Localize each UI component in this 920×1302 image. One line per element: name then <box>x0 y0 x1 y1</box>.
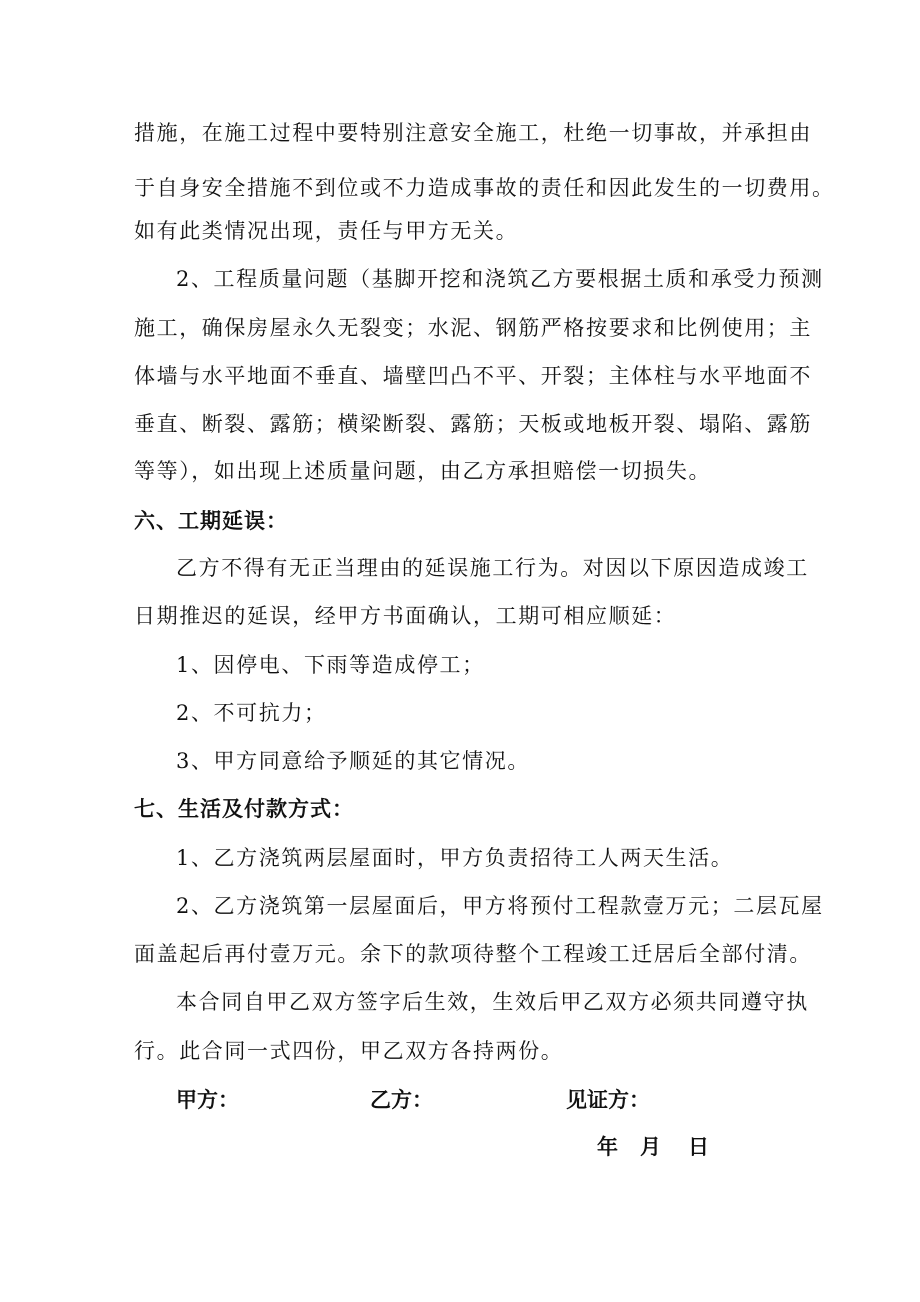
paragraph-line: 乙方不得有无正当理由的延误施工行为。对因以下原因造成竣工 <box>176 556 809 580</box>
list-item: 2、乙方浇筑第一层屋面后，甲方将预付工程款壹万元；二层瓦屋 <box>176 894 824 918</box>
paragraph-line: 措施，在施工过程中要特别注意安全施工，杜绝一切事故，并承担由 <box>134 121 812 145</box>
list-item: 1、因停电、下雨等造成停工； <box>176 653 485 677</box>
signing-date <box>597 1132 709 1162</box>
paragraph-line: 垂直、断裂、露筋；横梁断裂、露筋；天板或地板开裂、塌陷、露筋 <box>134 412 812 436</box>
date-day-label: 日 <box>688 1135 709 1159</box>
witness-signature-label: 见证方： <box>566 1088 650 1112</box>
paragraph-line: 于自身安全措施不到位或不力造成事故的责任和因此发生的一切费用。 <box>134 176 835 200</box>
list-item: 2、工程质量问题（基脚开挖和浇筑乙方要根据土质和承受力预测 <box>176 267 824 291</box>
date-year-label: 年 <box>597 1135 618 1159</box>
paragraph-line: 如有此类情况出现，责任与甲方无关。 <box>134 219 519 243</box>
paragraph-line: 体墙与水平地面不垂直、墙壁凹凸不平、开裂；主体柱与水平地面不 <box>134 364 812 388</box>
party-a-signature-label: 甲方： <box>176 1088 239 1112</box>
paragraph-line: 施工，确保房屋永久无裂变；水泥、钢筋严格按要求和比例使用；主 <box>134 316 812 340</box>
paragraph-line: 本合同自甲乙双方签字后生效，生效后甲乙双方必须共同遵守执 <box>176 990 809 1014</box>
section-heading: 七、生活及付款方式： <box>134 797 354 821</box>
list-item: 2、不可抗力； <box>176 701 327 725</box>
date-month-label: 月 <box>640 1135 661 1159</box>
party-b-signature-label: 乙方： <box>370 1088 433 1112</box>
paragraph-line: 等等），如出现上述质量问题，由乙方承担赔偿一切损失。 <box>134 459 712 483</box>
paragraph-line: 面盖起后再付壹万元。余下的款项待整个工程竣工迁居后全部付清。 <box>134 942 812 966</box>
list-item: 3、甲方同意给予顺延的其它情况。 <box>176 749 530 773</box>
paragraph-line: 日期推迟的延误，经甲方书面确认，工期可相应顺延： <box>134 604 677 628</box>
paragraph-line: 行。此合同一式四份，甲乙双方各持两份。 <box>134 1039 564 1063</box>
list-item: 1、乙方浇筑两层屋面时，甲方负责招待工人两天生活。 <box>176 846 734 870</box>
section-heading: 六、工期延误： <box>134 509 288 533</box>
